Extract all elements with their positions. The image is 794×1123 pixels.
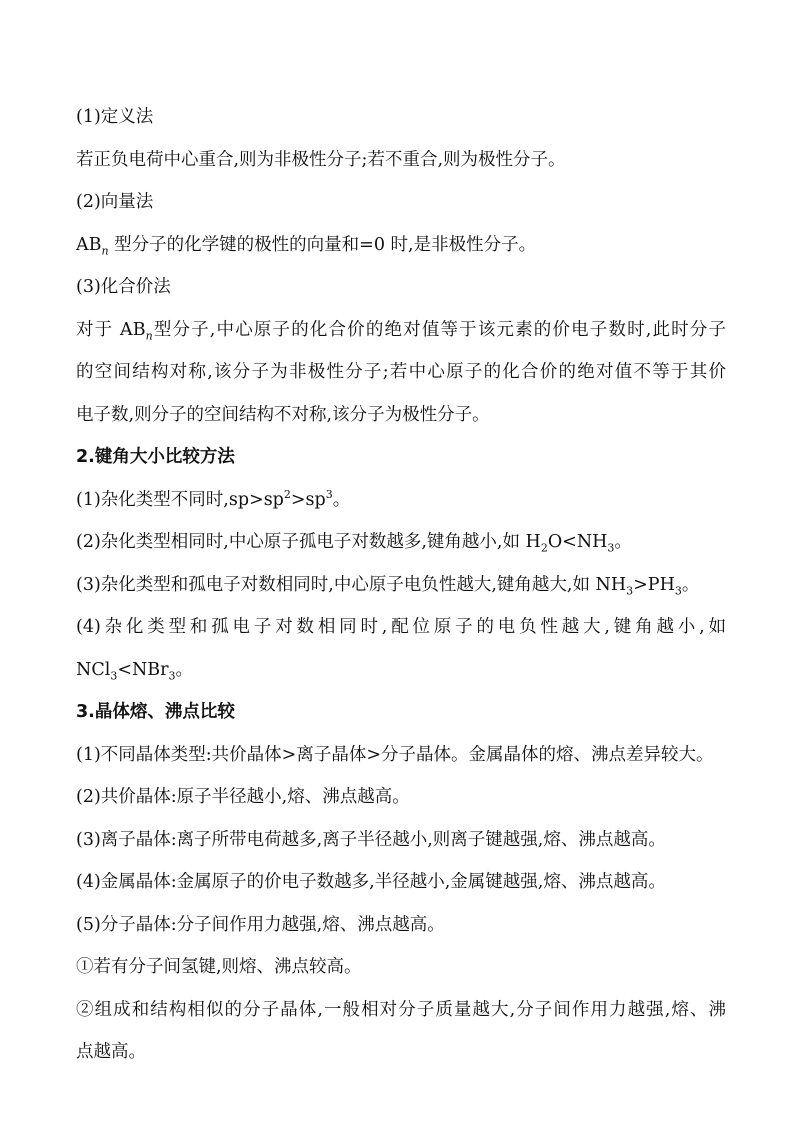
subscript: 3 <box>674 584 682 597</box>
document-page <box>76 96 726 1074</box>
text: 。 <box>175 659 194 680</box>
paragraph-text: 型分子的化学键的极性的向量和=0 时,是非极性分子。 <box>108 234 537 255</box>
text: <NBr <box>117 659 169 680</box>
bond-angle-item-1 <box>76 479 726 522</box>
paragraph-valence-line2: 的空间结构对称,该分子为非极性分子;若中心原子的化合价的绝对值不等于其价 <box>76 362 726 382</box>
bond-angle-item-4-cont <box>76 649 726 692</box>
subscript: 2 <box>540 541 548 555</box>
text: NCl <box>76 659 111 680</box>
text: 。 <box>681 574 700 595</box>
paragraph-text: 对于 AB <box>76 319 146 340</box>
crystal-item-4: (4)金属晶体:金属原子的价电子数越多,半径越小,金属键越强,熔、沸点越高。 <box>76 872 666 892</box>
section-heading-crystal: 3.晶体熔、沸点比较 <box>76 702 235 722</box>
text: (2)杂化类型相同时,中心原子孤电子对数越多,键角越小,如 H <box>76 532 541 552</box>
crystal-subitem-2: ②组成和结构相似的分子晶体,一般相对分子质量越大,分子间作用力越强,熔、沸 <box>76 999 726 1020</box>
superscript: 3 <box>325 487 333 501</box>
subscript: n <box>101 244 109 257</box>
bond-angle-item-2 <box>76 521 726 564</box>
paragraph-text: 型分子,中心原子的化合价的绝对值等于该元素的价电子数时,此时分子 <box>152 319 727 340</box>
paragraph-vector <box>76 224 726 267</box>
text: >sp <box>290 489 326 510</box>
subsection-definition-method: (1)定义法 <box>76 107 154 127</box>
crystal-item-5: (5)分子晶体:分子间作用力越强,熔、沸点越高。 <box>76 914 445 935</box>
text: (3)杂化类型和孤电子对数相同时,中心原子电负性越大,键角越大,如 NH <box>76 574 627 595</box>
crystal-item-3: (3)离子晶体:离子所带电荷越多,离子半径越小,则离子键越强,熔、沸点越高。 <box>76 829 666 850</box>
subscript: 3 <box>607 541 615 555</box>
crystal-subitem-1: ①若有分子间氢键,则熔、沸点较高。 <box>76 957 362 977</box>
bond-angle-item-4: (4)杂化类型和孤电子对数相同时,配位原子的电负性越大,键角越小,如 <box>76 617 726 637</box>
superscript: 2 <box>283 487 291 501</box>
subscript: 3 <box>626 584 634 597</box>
text: 。 <box>332 489 351 510</box>
text: O<NH <box>547 532 608 552</box>
formula-abn: AB <box>76 234 102 255</box>
text: >PH <box>633 574 675 595</box>
paragraph-valence-line1 <box>76 309 726 352</box>
bond-angle-item-3 <box>76 564 726 607</box>
subscript: n <box>145 329 153 342</box>
subscript: 3 <box>110 669 118 682</box>
subscript: 3 <box>168 669 176 682</box>
section-heading-bond-angle: 2.键角大小比较方法 <box>76 447 235 467</box>
paragraph-valence-line3: 电子数,则分子的空间结构不对称,该分子为极性分子。 <box>76 404 490 425</box>
subsection-valence-method: (3)化合价法 <box>76 277 171 297</box>
text: 。 <box>614 532 632 552</box>
crystal-item-1: (1)不同晶体类型:共价晶体>离子晶体>分子晶体。金属晶体的熔、沸点差异较大。 <box>76 744 714 765</box>
subsection-vector-method: (2)向量法 <box>76 192 154 212</box>
text: (1)杂化类型不同时,sp>sp <box>76 489 284 510</box>
crystal-item-2: (2)共价晶体:原子半径越小,熔、沸点越高。 <box>76 787 410 807</box>
crystal-subitem-2-cont: 点越高。 <box>76 1042 146 1062</box>
paragraph-definition: 若正负电荷中心重合,则为非极性分子;若不重合,则为极性分子。 <box>76 149 566 170</box>
